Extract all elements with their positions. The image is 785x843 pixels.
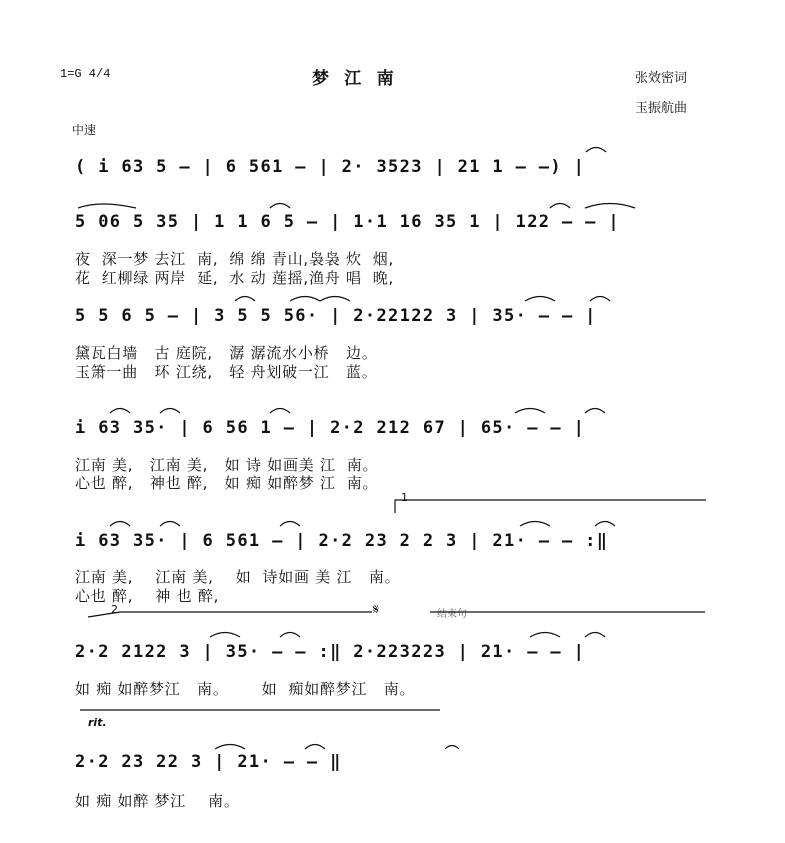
slur <box>215 745 245 750</box>
slur <box>585 409 605 414</box>
rit-marking: rit. <box>88 716 107 729</box>
slur <box>235 297 255 302</box>
slur <box>585 633 605 638</box>
slur <box>160 522 180 527</box>
slur <box>530 633 560 638</box>
slur <box>595 522 615 527</box>
slur <box>280 633 300 638</box>
slur <box>78 204 136 208</box>
composer-credit: 玉振航曲 <box>635 101 688 116</box>
slur <box>520 522 550 527</box>
slur <box>525 297 555 302</box>
key-signature: 1=G 4/4 <box>60 67 111 81</box>
segno-sign: 𝄋 <box>373 602 380 618</box>
lyric-row-2-verse-2: 花 红柳绿 两岸 延, 水 动 莲摇,渔舟 唱 晚, <box>75 269 395 287</box>
notation-row-3: 5 5 6 5 — | 3 5 5 56· | 2·22122 3 | 35· — — | <box>75 306 597 326</box>
lyric-row-3-verse-2: 玉箫一曲 环 江绕, 轻 舟划破一江 蓝。 <box>75 363 378 381</box>
slur <box>515 409 545 414</box>
slur <box>320 297 350 302</box>
lyricist-credit: 张效密词 <box>635 71 688 86</box>
notation-row-6: 2·2 2122 3 | 35· — — :‖ 2·223223 | 21· — — | <box>75 642 586 662</box>
lyric-row-4-verse-2: 心也 醉, 神也 醉, 如 痴 如醉梦 江 南。 <box>75 474 379 492</box>
lyric-row-4-verse-1: 江南 美, 江南 美, 如 诗 如画美 江 南。 <box>75 456 379 474</box>
notation-row-4: i 63 35· | 6 56 1 — | 2·2 212 67 | 65· — — | <box>75 418 586 438</box>
notation-row-2: 5 06 5 35 | 1 1 6 5 — | 1·1 16 35 1 | 122 — — | <box>75 212 620 232</box>
volta-1-bracket <box>395 500 706 513</box>
volta-1-label: 1 <box>401 491 408 504</box>
lyric-row-6: 如 痴 如醉梦江 南。 如 痴如醉梦江 南。 <box>75 680 416 698</box>
tempo-marking: 中速 <box>72 123 97 137</box>
volta-2-label: 2 <box>111 603 118 616</box>
lyric-row-7: 如 痴 如醉 梦江 南。 <box>75 792 240 810</box>
slur <box>160 409 180 414</box>
slur <box>445 746 459 750</box>
lyric-row-3-verse-1: 黛瓦白墙 古 庭院, 潺 潺流水小桥 边。 <box>75 344 378 362</box>
slur <box>280 522 300 527</box>
slur <box>550 204 570 209</box>
coda-label: 结束句 <box>437 609 467 620</box>
slur <box>210 633 240 638</box>
lyric-row-5-verse-2: 心也 醉, 神 也 醉, <box>75 587 220 605</box>
slur <box>586 148 606 153</box>
slur <box>290 297 320 302</box>
slur <box>585 204 635 209</box>
song-title: 梦江南 <box>312 69 409 89</box>
slur <box>270 204 290 209</box>
slur <box>590 297 610 302</box>
slur <box>110 522 130 527</box>
slur <box>110 409 130 414</box>
notation-row-1: ( i 63 5 — | 6 561 — | 2· 3523 | 21 1 — —) | <box>75 157 586 177</box>
slur <box>305 745 325 750</box>
lyric-row-5-verse-1: 江南 美, 江南 美, 如 诗如画 美 江 南。 <box>75 568 401 586</box>
slur <box>270 409 290 414</box>
lyric-row-2-verse-1: 夜 深一梦 去江 南, 绵 绵 青山,袅袅 炊 烟, <box>75 250 395 268</box>
volta-2-bracket <box>88 612 372 617</box>
notation-row-7: 2·2 23 22 3 | 21· — — ‖ <box>75 752 342 772</box>
notation-row-5: i 63 35· | 6 561 — | 2·2 23 2 2 3 | 21· — — :‖ <box>75 531 609 551</box>
